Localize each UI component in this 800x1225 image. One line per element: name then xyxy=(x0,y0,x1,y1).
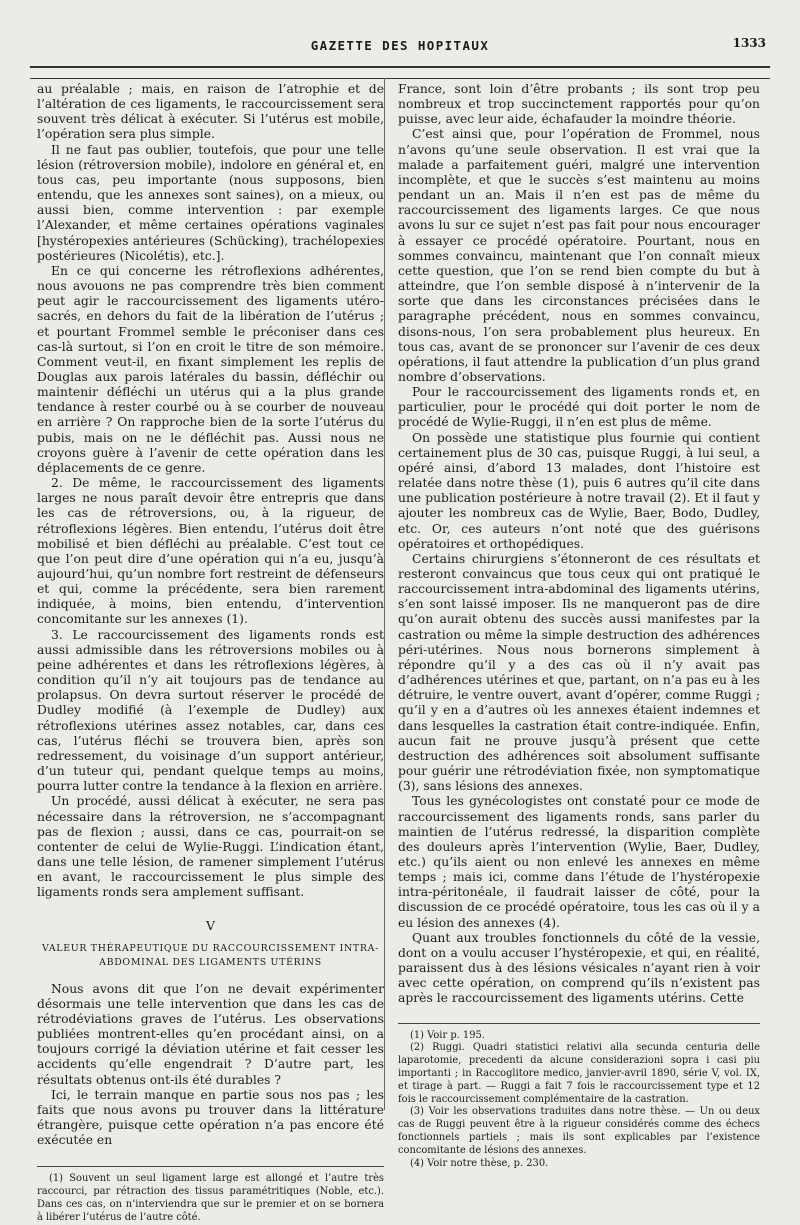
paragraph: Certains chirurgiens s’étonneront de ces résultats et resteront convaincus que tous ceux qui ont pratiqué le raccourcissement intra-abdominal des ligaments utérins, s’en sont laissé imposer. Ils ne manqueront pas de dire qu’on aurait obtenu des succès aussi manifestes par la castration ou même la simple destruction des adhérences péri-utérines. Nous nous bornerons simplement à répondre qu’il y a des cas où il n’y avait pas d’adhérences utérines et que, partant, on n’a pas eu à les détruire, le ventre ouvert, avant d’opérer, comme Ruggi ; qu’il y en a d’autres où les annexes étaient indemnes et dans lesquelles la castration était contre-indiquée. Enfin, aucun fait ne prouve jusqu’à présent que cette destruction des adhérences soit absolument suffisante pour guérir une rétrodéviation fixée, non symptomatique (3), sans lésions des annexes. xyxy=(398,551,760,794)
header-rule xyxy=(30,66,770,79)
page-number: 1333 xyxy=(732,36,766,50)
paragraph: Pour le raccourcissement des ligaments ronds et, en particulier, pour le procédé qui doit porter le nom de procédé de Wylie-Ruggi, il n’en est plus de même. xyxy=(398,385,760,430)
paragraph: au préalable ; mais, en raison de l’atrophie et de l’altération de ces ligaments, le raccourcissement sera souvent très délicat à exécuter. Si l’utérus est mobile, l’opération sera plus simple. xyxy=(37,82,384,142)
footnote: (1) Souvent un seul ligament large est allongé et l’autre très raccourci, par rétraction des tissus paramétritiques (Noble, etc.). Dans ces cas, on n’interviendra que sur le premier et on se bornera à libérer l’utérus de l’autre côté. xyxy=(37,1173,384,1223)
right-column xyxy=(398,82,760,1170)
paragraph: Un procédé, aussi délicat à exécuter, ne sera pas nécessaire dans la rétroversion, ne s’accompagnant pas de flexion ; aussi, dans ce cas, pourrait-on se contenter de celui de Wylie-Ruggi. L’indication étant, dans une telle lésion, de ramener simplement l’utérus en avant, le raccourcissement le plus simple des ligaments ronds sera amplement suffisant. xyxy=(37,794,384,900)
paragraph: Ici, le terrain manque en partie sous nos pas ; les faits que nous avons pu trouver dans la littérature étrangère, puisque cette opération n’a pas encore été exécutée en xyxy=(37,1087,384,1148)
paragraph: C’est ainsi que, pour l’opération de Frommel, nous n’avons qu’une seule observation. Il est vrai que la malade a parfaitement guéri, malgré une intervention incomplète, et que le succès s’est maintenu au moins pendant un an. Mais il n’en est pas de même du raccourcissement des ligaments larges. Ce que nous avons lu sur ce sujet n’est pas fait pour nous encourager à essayer ce procédé opératoire. Pourtant, nous en sommes convaincu, maintenant que l’on connaît mieux cette question, que l’on se rend bien compte du but à atteindre, que l’on semble disposé à n’intervenir de la sorte que dans les circonstances précisées dans le paragraphe précédent, nous en sommes convaincu, disons-nous, l’on sera probablement plus heureux. En tous cas, avant de se prononcer sur l’avenir de ces deux opérations, il faut attendre la publication d’un plus grand nombre d’observations. xyxy=(398,127,760,384)
paragraph: France, sont loin d’être probants ; ils sont trop peu nombreux et trop succinctement rapportés pour qu’on puisse, avec leur aide, échafauder la moindre théorie. xyxy=(398,82,760,127)
page-header xyxy=(30,38,770,62)
section-title: VALEUR THÉRAPEUTIQUE DU RACCOURCISSEMENT INTRA-ABDOMINAL DES LIGAMENTS UTÉRINS xyxy=(42,942,379,968)
paragraph: Il ne faut pas oublier, toutefois, que pour une telle lésion (rétroversion mobile), indolore en général et, en tous cas, peu importante (nous supposons, bien entendu, que les annexes sont saines), on a mieux, ou aussi bien, comme intervention : par exemple l’Alexander, et même certaines opérations vaginales [hystéropexies antérieures (Schücking), trachélopexies postérieures (Nicolétis), etc.]. xyxy=(37,142,384,263)
paragraph: 2. De même, le raccourcissement des ligaments larges ne nous paraît devoir être entrepris que dans les cas de rétroversions, ou, à la rigueur, de rétroflexions légères. Bien entendu, l’utérus doit être mobilisé et bien défléchi au préalable. C’est tout ce que l’on peut dire d’une opération qui n’a eu, jusqu’à aujourd’hui, qu’un nombre fort restreint de défenseurs et qui, comme la précédente, sera bien rarement indiquée, à moins, bien entendu, d’intervention concomitante sur les annexes (1). xyxy=(37,476,384,627)
section-number: V xyxy=(205,918,216,934)
left-column xyxy=(37,82,384,1225)
footnote: (1) Voir p. 195. xyxy=(410,1029,485,1041)
paragraph: Tous les gynécologistes ont constaté pour ce mode de raccourcissement des ligaments ronds, sans parler du maintien de l’utérus redressé, la disparition complète des douleurs après l’intervention (Wylie, Baer, Dudley, etc.) qu’ils aient ou non enlevé les annexes en même temps ; mais ici, comme dans l’étude de l’hystéropexie intra-péritonéale, il faudrait laisser de côté, pour la discussion de ce procédé opératoire, tous les cas où il y a eu lésion des annexes (4). xyxy=(398,794,760,930)
paragraph: 3. Le raccourcissement des ligaments ronds est aussi admissible dans les rétroversions mobiles ou à peine adhérentes et dans les rétroflexions légères, à condition qu’il n’y ait toujours pas de tendance au prolapsus. On devra surtout réserver le procédé de Dudley modifié (à l’exemple de Dudley) aux rétroflexions utérines assez notables, car, dans ces cas, l’utérus fléchi se trouvera bien, après son redressement, du voisinage d’un support antérieur, d’un tuteur qui, pendant quelque temps au moins, pourra lutter contre la tendance à la flexion en arrière. xyxy=(37,627,384,794)
paragraph: Nous avons dit que l’on ne devait expérimenter désormais une telle intervention que dans les cas de rétrodéviations graves de l’utérus. Les observations publiées montrent-elles qu’en procédant ainsi, on a toujours corrigé la déviation utérine et fait cesser les accidents qu’elle engendrait ? D’autre part, les résultats obtenus ont-ils été durables ? xyxy=(37,981,384,1087)
footnote-rule xyxy=(37,1166,384,1167)
column-divider xyxy=(384,78,385,1110)
footnote: (3) Voir les observations traduites dans notre thèse. — Un ou deux cas de Ruggi peuvent être à la rigueur considérés comme des échecs fonctionnels partiels ; mais ils sont explicables par l’existence concomitante de lésions des annexes. xyxy=(398,1106,760,1156)
footnote: (4) Voir notre thèse, p. 230. xyxy=(410,1157,549,1169)
paragraph: En ce qui concerne les rétroflexions adhérentes, nous avouons ne pas comprendre très bien comment peut agir le raccourcissement des ligaments utéro-sacrés, en dehors du fait de la libération de l’utérus ; et pourtant Frommel semble le préconiser dans ces cas-là surtout, si l’on en croit le titre de son mémoire. Comment veut-il, en fixant simplement les replis de Douglas aux parois latérales du bassin, défléchir ou maintenir défléchi un utérus qui a la plus grande tendance à rester courbé ou à se courber de nouveau en arrière ? On rapproche bien de la sorte l’utérus du pubis, mais on ne le défléchit pas. Aussi nous ne croyons guère à l’avenir de cette opération dans les déplacements de ce genre. xyxy=(37,263,384,475)
footnote-rule xyxy=(398,1023,760,1024)
paragraph: On possède une statistique plus fournie qui contient certainement plus de 30 cas, puisque Ruggi, à lui seul, a opéré ainsi, d’abord 13 malades, dont l’histoire est relatée dans notre thèse (1), puis 6 autres qu’il cite dans une publication postérieure à notre travail (2). Et il faut y ajouter les nombreux cas de Wylie, Baer, Bodo, Dudley, etc. Or, ces auteurs n’ont noté que des guérisons opératoires et orthopédiques. xyxy=(398,430,760,551)
footnote: (2) Ruggi. Quadri statistici relativi alla secunda centuria delle laparotomie, precedenti da alcune considerazioni sopra i casi piu importanti ; in Raccoglitore medico, janvier-avril 1890, série V, vol. IX, et tirage à part. — Ruggi a fait 7 fois le raccourcissement type et 12 fois le raccourcissement complémentaire de la castration. xyxy=(398,1042,760,1105)
running-title: GAZETTE DES HOPITAUX xyxy=(310,38,490,53)
paragraph: Quant aux troubles fonctionnels du côté de la vessie, dont on a voulu accuser l’hystéropexie, et qui, en réalité, paraissent dus à des lésions vésicales n’ayant rien à voir avec cette opération, on comprend qu’ils n’existent pas après le raccourcissement des ligaments utérins. Cette xyxy=(398,930,760,1006)
